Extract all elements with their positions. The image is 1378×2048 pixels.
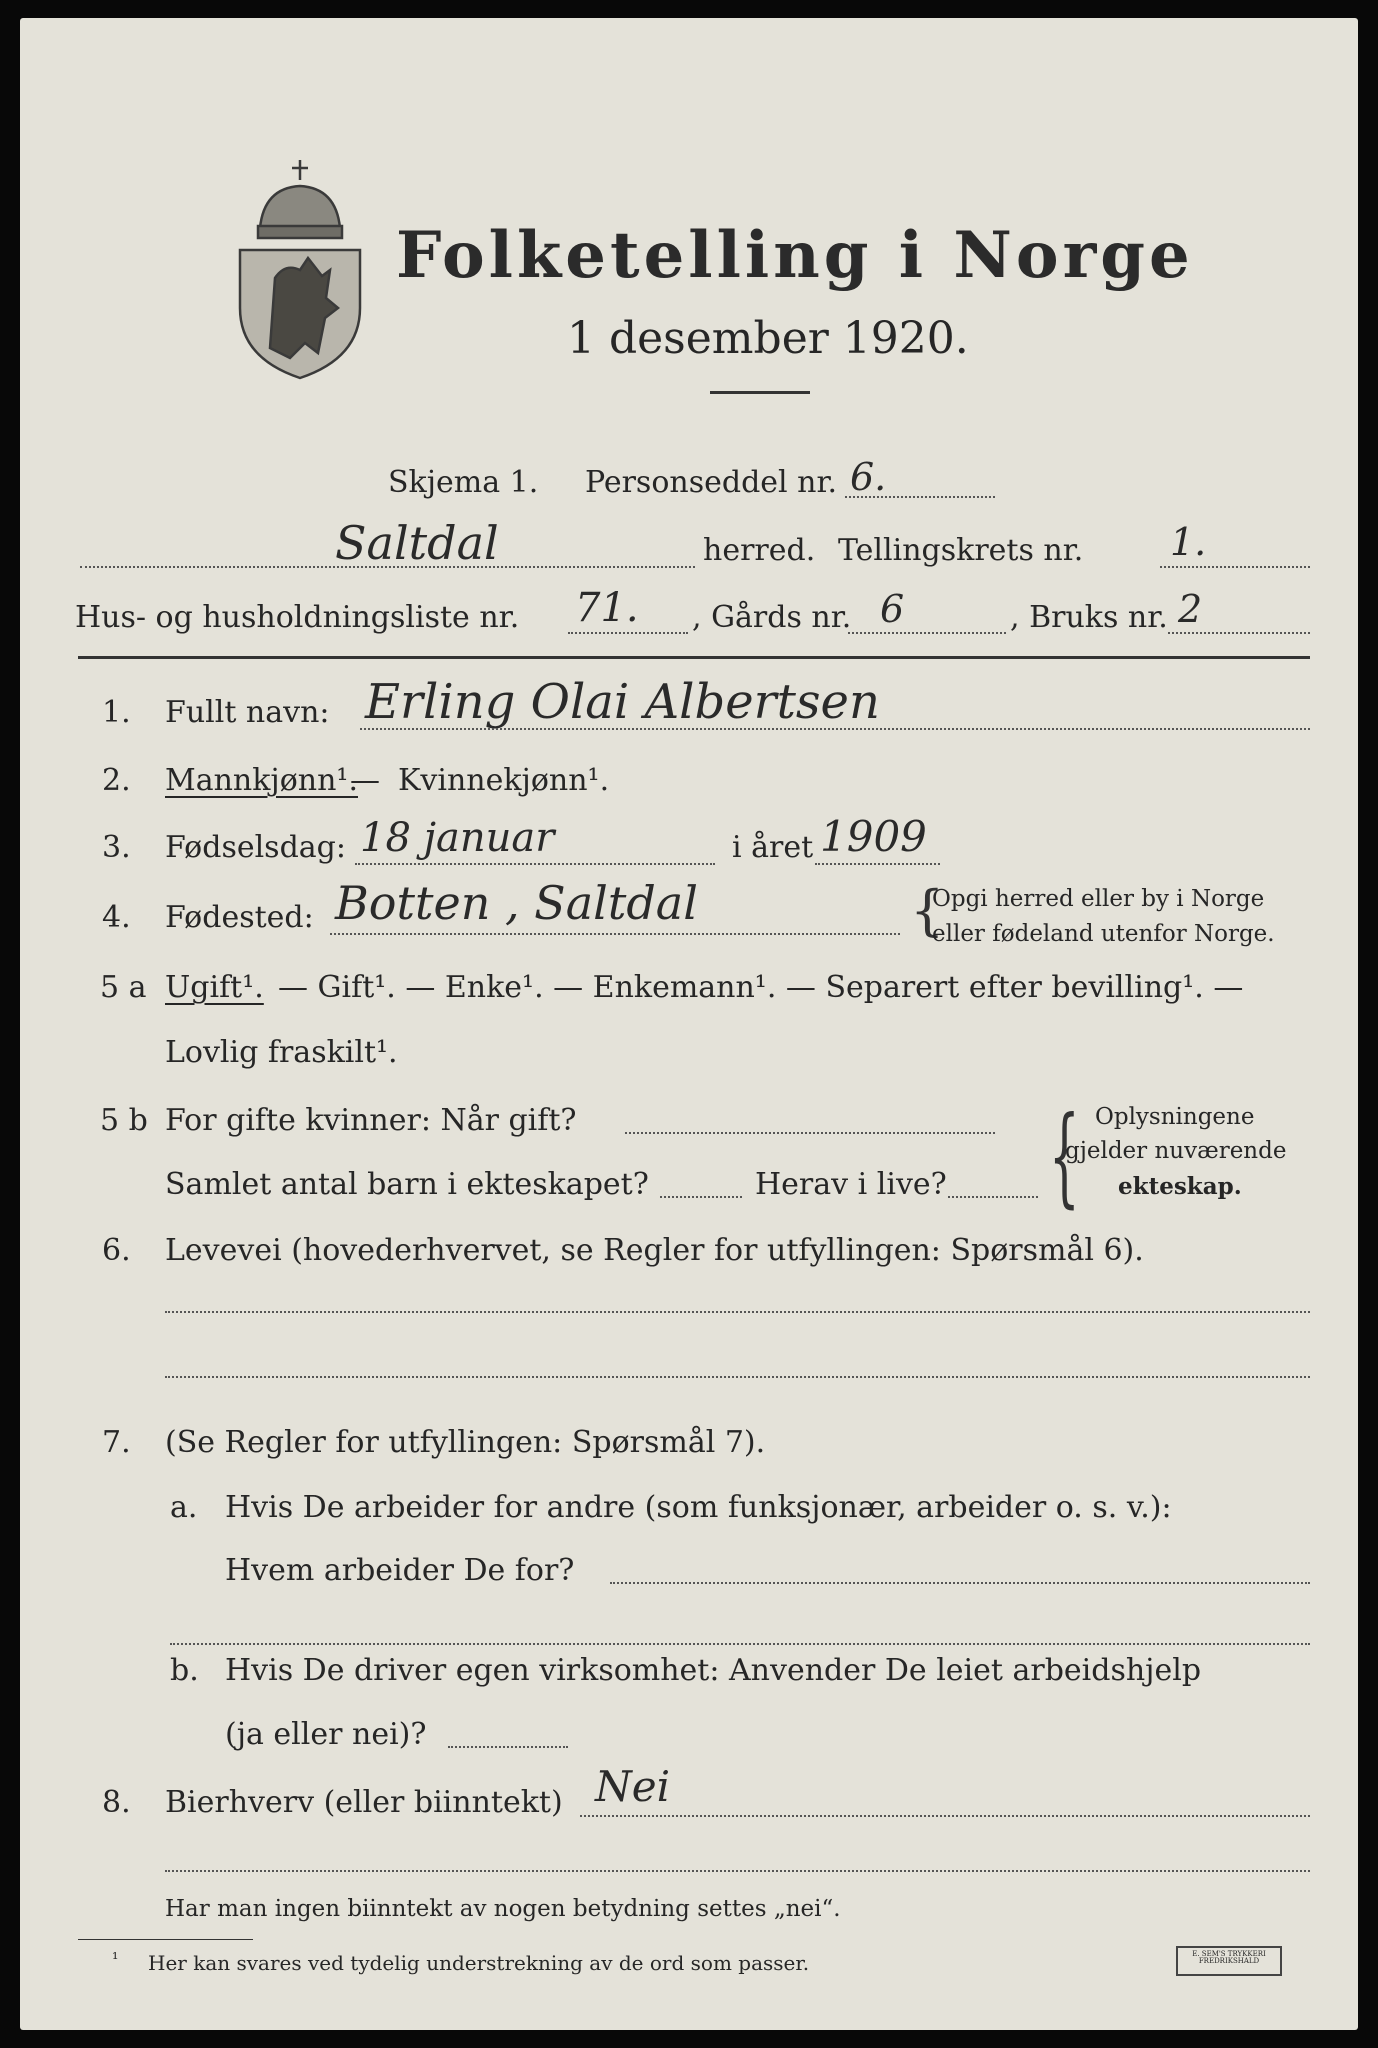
herred-label: herred. — [703, 533, 816, 568]
q8-number: 8. — [102, 1785, 131, 1820]
q7b-line-2: (ja eller nei)? — [225, 1717, 427, 1752]
q2-separator: — — [350, 763, 380, 798]
alive-line[interactable] — [948, 1196, 1038, 1198]
personseddel-line — [845, 496, 995, 498]
header-rule — [78, 656, 1310, 659]
q1-number: 1. — [102, 695, 131, 730]
children-line[interactable] — [660, 1196, 742, 1198]
census-form-sheet — [20, 18, 1358, 2030]
bruks-line — [1168, 632, 1310, 634]
tellingskrets-label: Tellingskrets nr. — [838, 533, 1084, 568]
coat-of-arms-icon — [230, 158, 370, 383]
printer-name: E. SEM'S TRYKKERI — [1192, 1950, 1266, 1958]
q6-label: Levevei (hovederhvervet, se Regler for utfyllingen: Spørsmål 6). — [165, 1233, 1144, 1268]
q8-label: Bierhverv (eller biinntekt) — [165, 1785, 563, 1820]
q5b-alive-label: Herav i live? — [755, 1167, 947, 1202]
tellingskrets-line — [1160, 566, 1310, 568]
q7-number: 7. — [102, 1425, 131, 1460]
q4-brace: { — [910, 879, 945, 942]
married-when-line[interactable] — [625, 1132, 995, 1134]
birthdate-value[interactable]: 18 januar — [360, 815, 555, 861]
q7b-letter: b. — [170, 1653, 199, 1688]
hus-line — [568, 632, 688, 634]
herred-value[interactable]: Saltdal — [335, 516, 499, 570]
herred-line — [80, 566, 695, 568]
q3-label: Fødselsdag: — [165, 830, 346, 865]
footnote-rule — [78, 1939, 253, 1940]
footer-note: Har man ingen biinntekt av nogen betydning settes „nei“. — [165, 1896, 841, 1922]
q6-line-1[interactable] — [165, 1311, 1310, 1313]
form-title: Folketelling i Norge — [396, 218, 1194, 293]
q2-number: 2. — [102, 763, 131, 798]
q4-line — [330, 933, 900, 935]
female-option[interactable]: Kvinnekjønn¹. — [398, 763, 610, 798]
q1-label: Fullt navn: — [165, 695, 330, 730]
hired-help-line[interactable] — [448, 1746, 568, 1748]
gards-label: , Gårds nr. — [692, 600, 852, 635]
employer-line[interactable] — [610, 1582, 1310, 1584]
bruks-label: , Bruks nr. — [1010, 600, 1168, 635]
footnote-mark: ¹ — [112, 1949, 119, 1968]
q5b-line-1: For gifte kvinner: Når gift? — [165, 1103, 577, 1138]
q4-note-1: Opgi herred eller by i Norge — [932, 886, 1265, 912]
male-option[interactable]: Mannkjønn¹. — [165, 763, 358, 798]
q7b-line-1: Hvis De driver egen virksomhet: Anvender De leiet arbeidshjelp — [225, 1653, 1202, 1688]
birthplace-value[interactable]: Botten , Saltdal — [335, 876, 698, 930]
printer-stamp — [1176, 1946, 1282, 1976]
civil-status-options[interactable]: — Gift¹. — Enke¹. — Enkemann¹. — Separert efter bevilling¹. — — [278, 970, 1244, 1005]
census-date: 1 desember 1920. — [567, 313, 969, 364]
footnote-text: Her kan svares ved tydelig understrekning av de ord som passer. — [148, 1951, 810, 1975]
q5a-number: 5 a — [100, 970, 147, 1005]
q5b-note-2: gjelder nuværende — [1065, 1138, 1287, 1164]
gards-value[interactable]: 6 — [880, 587, 905, 631]
q8-line-2[interactable] — [165, 1870, 1310, 1872]
skjema-label: Skjema 1. — [388, 465, 539, 500]
personseddel-value[interactable]: 6. — [850, 455, 887, 499]
q8-line — [580, 1815, 1310, 1817]
q7a-line-2: Hvem arbeider De for? — [225, 1553, 575, 1588]
personseddel-label: Personseddel nr. — [585, 465, 838, 500]
employer-line-2[interactable] — [170, 1643, 1310, 1645]
q4-number: 4. — [102, 900, 131, 935]
full-name-value[interactable]: Erling Olai Albertsen — [365, 674, 880, 730]
year-label: i året — [732, 830, 814, 865]
q3-number: 3. — [102, 830, 131, 865]
q5b-note-1: Oplysningene — [1095, 1104, 1255, 1130]
hus-value[interactable]: 71. — [575, 585, 639, 631]
q3-line — [355, 863, 715, 865]
q4-note-2: eller fødeland utenfor Norge. — [932, 921, 1275, 947]
year-line — [815, 863, 940, 865]
q7a-letter: a. — [170, 1490, 198, 1525]
hus-label: Hus- og husholdningsliste nr. — [75, 600, 520, 635]
birth-year-value[interactable]: 1909 — [820, 812, 927, 861]
q4-label: Fødested: — [165, 900, 314, 935]
q7-label: (Se Regler for utfyllingen: Spørsmål 7). — [165, 1425, 766, 1460]
gards-line — [848, 632, 1006, 634]
q5b-note-3: ekteskap. — [1118, 1173, 1242, 1200]
q6-number: 6. — [102, 1233, 131, 1268]
q5b-children-label: Samlet antal barn i ekteskapet? — [165, 1167, 649, 1202]
q1-line — [360, 728, 1310, 730]
lovlig-fraskilt-option[interactable]: Lovlig fraskilt¹. — [165, 1035, 398, 1070]
tellingskrets-value[interactable]: 1. — [1170, 520, 1207, 564]
q6-line-2[interactable] — [165, 1376, 1310, 1378]
q5b-number: 5 b — [100, 1103, 148, 1138]
q5b-brace: { — [1048, 1094, 1080, 1219]
ugift-option[interactable]: Ugift¹. — [165, 970, 264, 1005]
bruks-value[interactable]: 2 — [1178, 587, 1203, 631]
printer-city: FREDRIKSHALD — [1198, 1957, 1260, 1965]
q7a-line-1: Hvis De arbeider for andre (som funksjonær, arbeider o. s. v.): — [225, 1490, 1172, 1525]
side-income-value[interactable]: Nei — [595, 1762, 671, 1811]
title-divider — [710, 391, 810, 394]
